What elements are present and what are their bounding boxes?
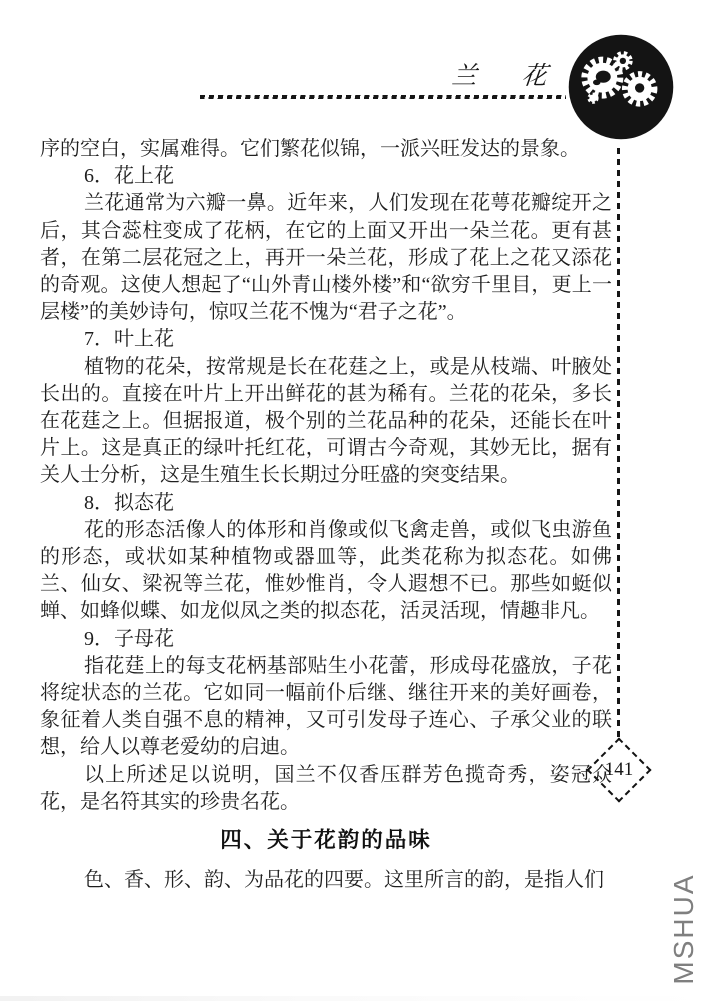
text-column: [40, 136, 612, 894]
section-heading-9: 9．子母花: [84, 627, 174, 650]
next-section-heading: 四、关于花韵的品味: [220, 828, 432, 853]
watermark: MSHUA: [668, 873, 699, 985]
next-paragraph: 色、香、形、韵、为品花的四要。这里所言的韵，是指人们: [84, 869, 604, 892]
section-body-9: 指花莛上的每支花柄基部贴生小花蕾，形成母花盛放，子花将绽状态的兰花。它如同一幅前仆后继、继往开来的美好画卷，象征着人类自强不息的精神，又可引发母子连心、子承父业的联想，给人以尊老爱幼的启迪。: [40, 654, 612, 759]
closing-paragraph: 以上所述足以说明，国兰不仅香压群芳色揽奇秀，姿冠众花，是名符其实的珍贵名花。: [40, 763, 612, 813]
header-dashed-rule: [200, 95, 566, 99]
scan-edge: [0, 996, 708, 1001]
vertical-dashed-line: [617, 148, 620, 740]
section-body-8: 花的形态活像人的体形和肖像或似飞禽走兽，或似飞虫游鱼的形态，或状如某种植物或器皿等，此类花称为拟态花。如佛兰、仙女、梁祝等兰花，惟妙惟肖，令人遐想不已。那些如蜓似蝉、如蜂似蝶、如龙似凤之类的拟态花，活灵活现，情趣非凡。: [40, 518, 612, 623]
running-head-title: 兰 花: [450, 63, 559, 90]
intro-line: 序的空白，实属难得。它们繁花似锦，一派兴旺发达的景象。: [40, 138, 580, 160]
page-number: 141: [604, 759, 634, 780]
section-heading-6: 6．花上花: [84, 165, 174, 188]
section-body-6: 兰花通常为六瓣一鼻。近年来，人们发现在花萼花瓣绽开之后，其合蕊柱变成了花柄，在它的上面又开出一朵兰花。更有甚者，在第二层花冠之上，再开一朵兰花，形成了花上之花又添花的奇观。这使人想起了“山外青山楼外楼”和“欲穷千里目，更上一层楼”的美妙诗句，惊叹兰花不愧为“君子之花”。: [40, 192, 612, 324]
section-heading-8: 8．拟态花: [84, 491, 174, 514]
flower-medallion-icon: [565, 31, 677, 143]
section-body-7: 植物的花朵，按常规是长在花莛之上，或是从枝端、叶腋处长出的。直接在叶片上开出鲜花的甚为稀有。兰花的花朵，多长在花莛之上。但据报道，极个别的兰花品种的花朵，还能长在叶片上。这是真正的绿叶托红花，可谓古今奇观，其妙无比，据有关人士分析，这是生殖生长长期过分旺盛的突变结果。: [40, 355, 612, 487]
section-heading-7: 7．叶上花: [84, 328, 174, 351]
